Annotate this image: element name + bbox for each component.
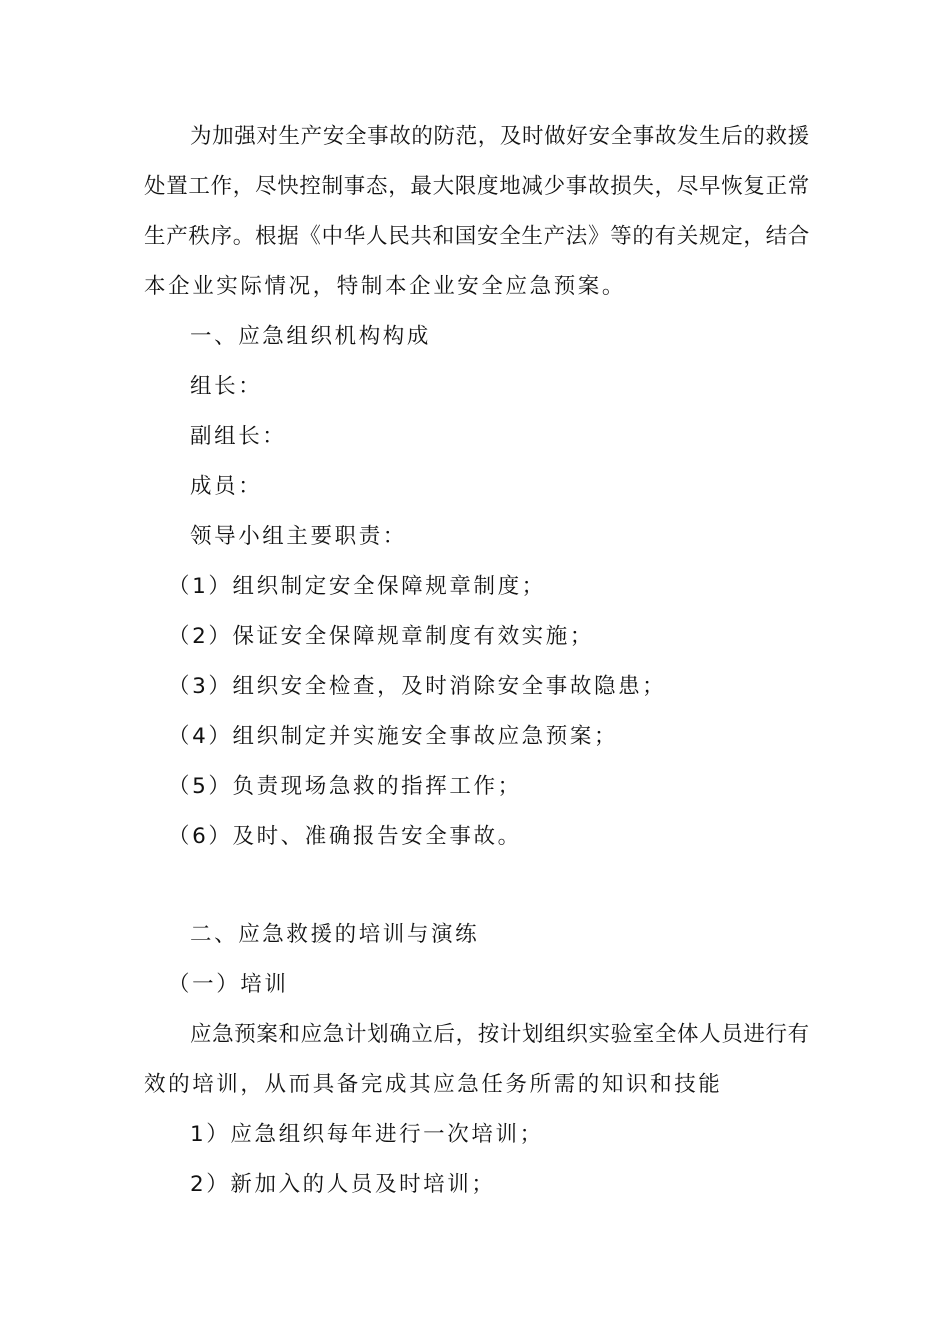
intro-line-4: 本企业实际情况，特制本企业安全应急预案。 [144, 274, 627, 299]
duty-item-2: （2）保证安全保障规章制度有效实施； [168, 624, 594, 649]
duties-title: 领导小组主要职责： [190, 524, 407, 549]
duty-item-6: （6）及时、准确报告安全事故。 [168, 824, 522, 849]
deputy-leader-label: 副组长： [190, 424, 287, 449]
intro-line-3: 生产秩序。根据《中华人民共和国安全生产法》等的有关规定，结合 [144, 224, 811, 249]
training-item-2: 2）新加入的人员及时培训； [190, 1172, 496, 1197]
duty-item-1: （1）组织制定安全保障规章制度； [168, 574, 546, 599]
training-item-1: 1）应急组织每年进行一次培训； [190, 1122, 544, 1147]
intro-line-2: 处置工作，尽快控制事态，最大限度地减少事故损失，尽早恢复正常 [144, 174, 811, 199]
members-label: 成员： [190, 474, 263, 499]
duty-item-3: （3）组织安全检查，及时消除安全事故隐患； [168, 674, 667, 699]
section-2-heading: 二、应急救援的培训与演练 [190, 922, 480, 947]
leader-label: 组长： [190, 374, 263, 399]
training-paragraph-line-1: 应急预案和应急计划确立后，按计划组织实验室全体人员进行有 [190, 1022, 810, 1047]
training-paragraph-line-2: 效的培训，从而具备完成其应急任务所需的知识和技能 [144, 1072, 723, 1097]
intro-line-1: 为加强对生产安全事故的防范，及时做好安全事故发生后的救援 [190, 124, 810, 149]
section-1-heading: 一、应急组织机构构成 [190, 324, 432, 349]
duty-item-5: （5）负责现场急救的指挥工作； [168, 774, 522, 799]
duty-item-4: （4）组织制定并实施安全事故应急预案； [168, 724, 619, 749]
training-subheading: （一）培训 [168, 972, 289, 997]
